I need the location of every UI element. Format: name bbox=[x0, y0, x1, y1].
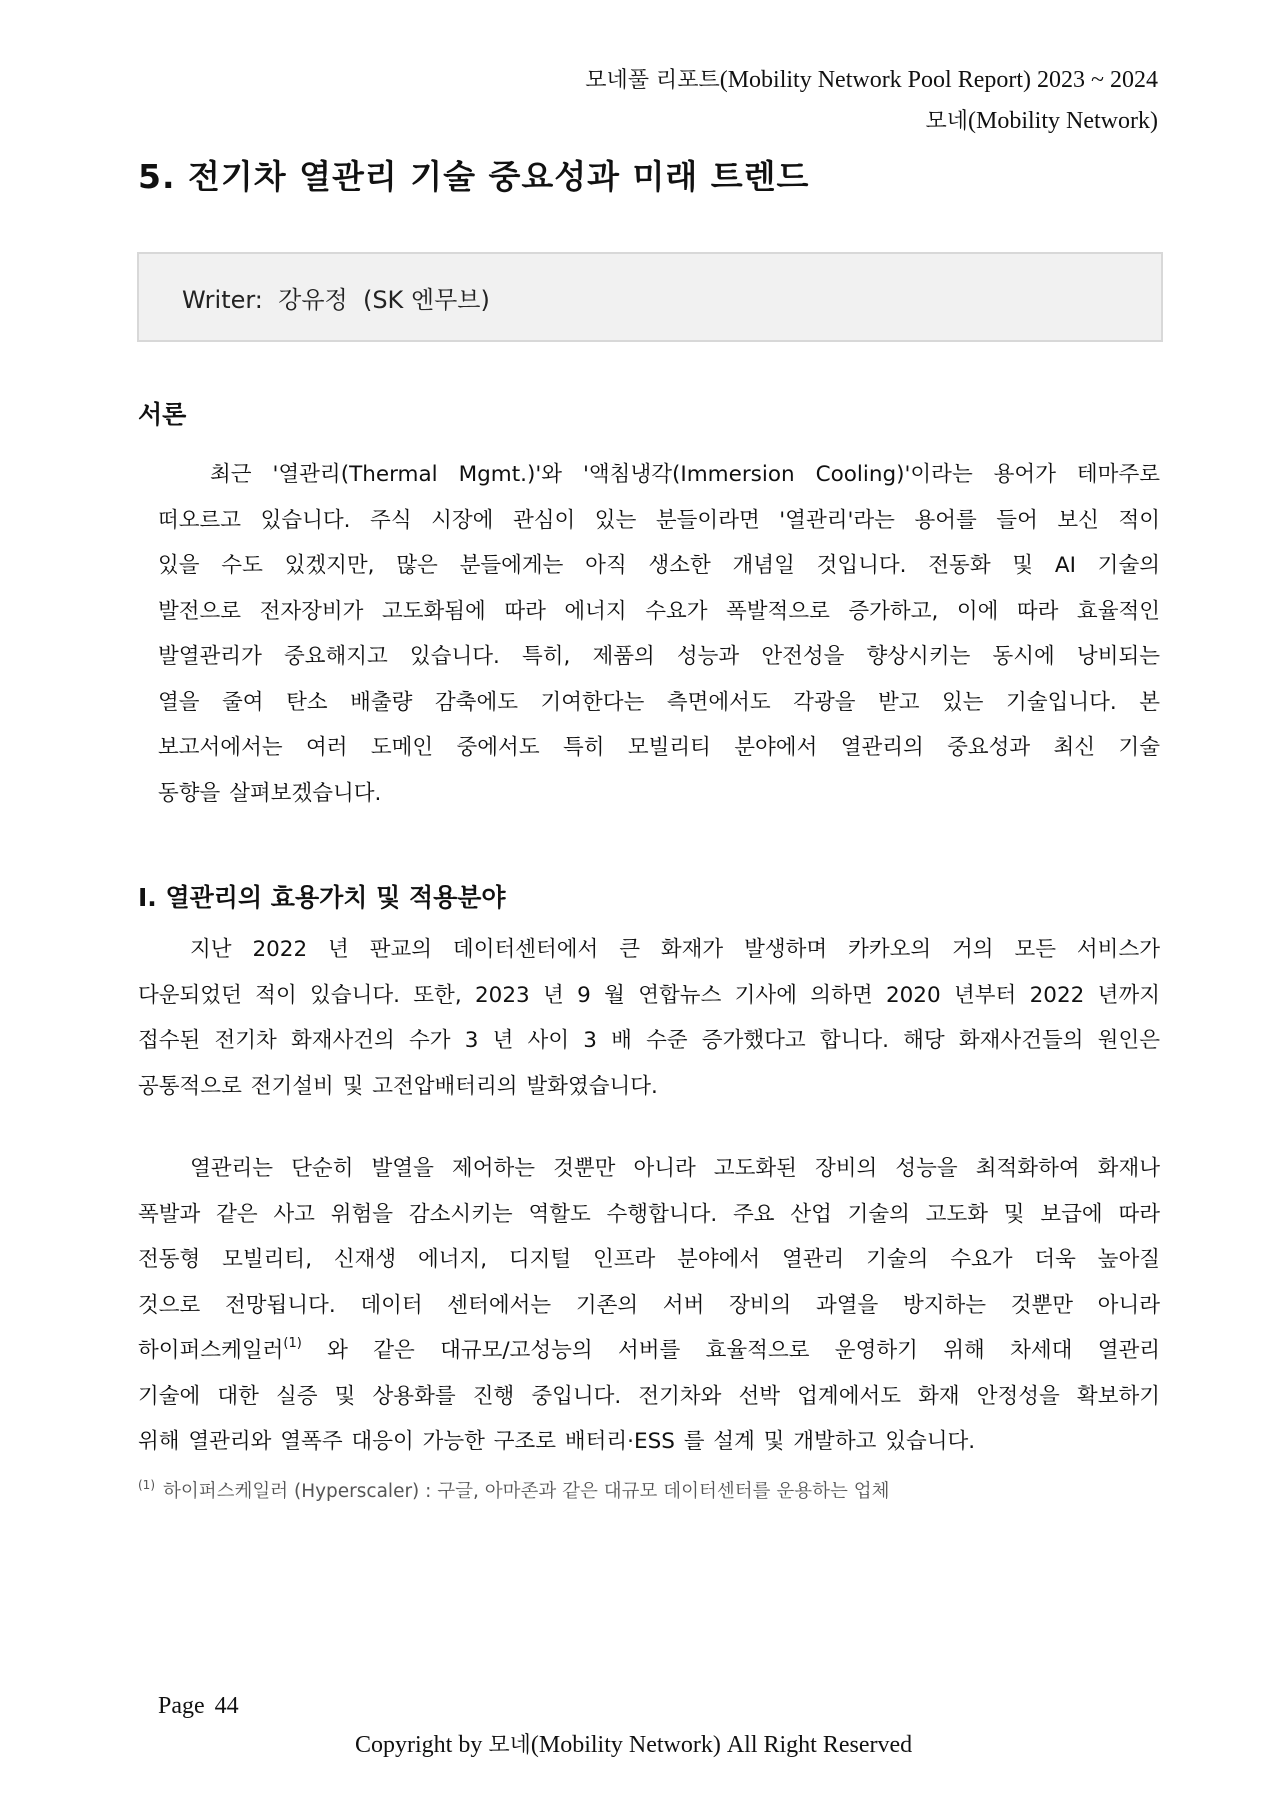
document-title: 5. 전기차 열관리 기술 중요성과 미래 트렌드 bbox=[138, 157, 810, 196]
page-number: Page 44 bbox=[158, 1693, 239, 1719]
copyright-suffix: (Mobility Network) All Right Reserved bbox=[530, 1732, 913, 1758]
hyperscaler-term: 하이퍼스케일러 bbox=[138, 1338, 284, 1363]
copyright-prefix: Copyright by bbox=[355, 1732, 489, 1758]
header-report-title bbox=[585, 60, 1158, 101]
paragraph-line: 접수된 전기차 화재사건의 수가 3 년 사이 3 배 수준 증가했다고 합니다. 해당 화재사건들의 원인은 bbox=[138, 1028, 1160, 1053]
section-1-paragraph-2 bbox=[138, 1146, 1160, 1465]
section-heading-intro: 서론 bbox=[138, 400, 187, 429]
header-org-name-kr: 모네 bbox=[925, 109, 969, 134]
paragraph-line: 다운되었던 적이 있습니다. 또한, 2023 년 9 월 연합뉴스 기사에 의하면 2020 년부터 2022 년까지 bbox=[138, 982, 1160, 1008]
writer-label: Writer: 강유정 (SK 엔무브) bbox=[182, 285, 490, 314]
paragraph-line: 보고서에서는 여러 도메인 중에서도 특히 모빌리티 분야에서 열관리의 중요성과 최신 기술 bbox=[158, 735, 1160, 760]
paragraph-line: 동향을 살펴보겠습니다. bbox=[158, 780, 382, 806]
paragraph-line: 기술에 대한 실증 및 상용화를 진행 중입니다. 전기차와 선박 업계에서도 화재 안정성을 확보하기 bbox=[138, 1383, 1160, 1409]
paragraph-line: 폭발과 같은 사고 위험을 감소시키는 역할도 수행합니다. 주요 산업 기술의 고도화 및 보급에 따라 bbox=[138, 1201, 1160, 1227]
line-continuation: 와 같은 대규모/고성능의 서버를 효율적으로 운영하기 위해 차세대 열관리 bbox=[301, 1338, 1160, 1363]
paragraph-line: 공통적으로 전기설비 및 고전압배터리의 발화였습니다. bbox=[138, 1073, 658, 1099]
paragraph-line: 떠오르고 있습니다. 주식 시장에 관심이 있는 분들이라면 '열관리'라는 용어를 들어 보신 적이 bbox=[158, 507, 1160, 533]
paragraph-line: 것으로 전망됩니다. 데이터 센터에서는 기존의 서버 장비의 과열을 방지하는 것뿐만 아니라 bbox=[138, 1292, 1160, 1318]
header-report-title-en: (Mobility Network Pool Report) 2023 ~ 2024 bbox=[719, 67, 1158, 93]
section-heading-1: I. 열관리의 효용가치 및 적용분야 bbox=[138, 883, 506, 912]
paragraph-line: 위해 열관리와 열폭주 대응이 가능한 구조로 배터리·ESS 를 설계 및 개발하고 있습니다. bbox=[138, 1429, 976, 1454]
paragraph-line: 지난 2022 년 판교의 데이터센터에서 큰 화재가 발생하며 카카오의 거의 모든 서비스가 bbox=[190, 937, 1160, 962]
header-org-name bbox=[585, 101, 1158, 142]
copyright-notice bbox=[355, 1728, 912, 1759]
paragraph-line: 전동형 모빌리티, 신재생 에너지, 디지털 인프라 분야에서 열관리 기술의 수요가 더욱 높아질 bbox=[138, 1247, 1160, 1272]
header-org-name-en: (Mobility Network) bbox=[968, 108, 1158, 134]
section-1-paragraph-1 bbox=[138, 927, 1160, 1109]
copyright-org-kr: 모네 bbox=[488, 1733, 531, 1758]
paragraph-line: 발전으로 전자장비가 고도화됨에 따라 에너지 수요가 폭발적으로 증가하고, 이에 따라 효율적인 bbox=[158, 598, 1160, 624]
paragraph-line: 열관리는 단순히 발열을 제어하는 것뿐만 아니라 고도화된 장비의 성능을 최적화하여 화재나 bbox=[190, 1156, 1160, 1181]
paragraph-line: 최근 '열관리(Thermal Mgmt.)'와 '액침냉각(Immersion Cooling)'이라는 용어가 테마주로 bbox=[210, 462, 1160, 487]
footnote-marker: (1) bbox=[138, 1478, 155, 1492]
header-report-title-kr: 모네풀 리포트 bbox=[585, 68, 720, 93]
paragraph-line: 있을 수도 있겠지만, 많은 분들에게는 아직 생소한 개념일 것입니다. 전동화 및 AI 기술의 bbox=[158, 553, 1160, 578]
footnote bbox=[138, 1479, 889, 1505]
running-header bbox=[585, 60, 1158, 142]
paragraph-line: 열을 줄여 탄소 배출량 감축에도 기여한다는 측면에서도 각광을 받고 있는 기술입니다. 본 bbox=[158, 689, 1160, 715]
footnote-text: 하이퍼스케일러 (Hyperscaler) : 구글, 아마존과 같은 대규모 데이터센터를 운용하는 업체 bbox=[163, 1481, 890, 1502]
writer-box bbox=[137, 252, 1163, 342]
paragraph-line-with-footnote bbox=[138, 1328, 1160, 1374]
intro-paragraph bbox=[158, 452, 1160, 816]
paragraph-line: 발열관리가 중요해지고 있습니다. 특히, 제품의 성능과 안전성을 향상시키는 동시에 낭비되는 bbox=[158, 644, 1160, 669]
footnote-reference[interactable]: (1) bbox=[283, 1336, 302, 1351]
